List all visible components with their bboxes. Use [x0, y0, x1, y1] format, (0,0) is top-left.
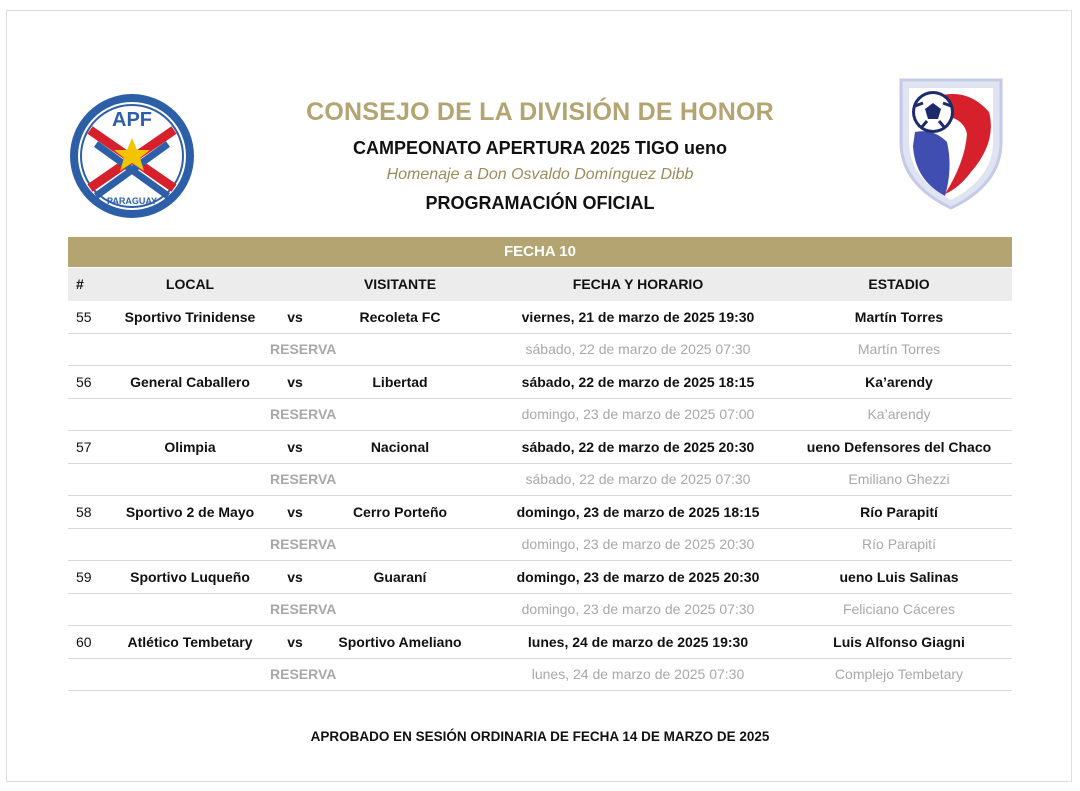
approval-footer: APROBADO EN SESIÓN ORDINARIA DE FECHA 14 DE MARZO DE 2025 [310, 729, 770, 744]
match-number: 59 [76, 569, 92, 585]
fecha-banner: FECHA 10 [68, 237, 1012, 267]
vs-label: vs [287, 634, 303, 650]
reserva-datetime: sábado, 22 de marzo de 2025 07:30 [525, 341, 751, 357]
match-number: 55 [76, 309, 92, 325]
reserva-stadium: Río Parapití [862, 536, 936, 552]
match-stadium: Luis Alfonso Giagni [833, 634, 965, 650]
visiting-team: Sportivo Ameliano [338, 634, 462, 650]
match-row [68, 367, 1012, 399]
match-datetime: sábado, 22 de marzo de 2025 18:15 [521, 374, 755, 390]
vs-label: vs [287, 504, 303, 520]
table-header [68, 268, 1012, 301]
match-stadium: ueno Luis Salinas [839, 569, 959, 585]
local-team: Sportivo Luqueño [130, 569, 250, 585]
match-row [68, 627, 1012, 659]
apf-logo-text: APF [112, 109, 152, 131]
match-stadium: ueno Defensores del Chaco [806, 439, 992, 455]
match-datetime: sábado, 22 de marzo de 2025 20:30 [521, 439, 755, 455]
apf-ring-text: PARAGUAY [106, 196, 158, 206]
vs-label: vs [287, 374, 303, 390]
reserva-stadium: Ka’arendy [867, 406, 931, 422]
reserva-row [68, 334, 1012, 366]
reserva-row [68, 594, 1012, 626]
header-num: # [76, 276, 84, 292]
match-stadium: Ka’arendy [865, 374, 933, 390]
match-row [68, 302, 1012, 334]
header-visitante: VISITANTE [363, 276, 437, 292]
match-row [68, 497, 1012, 529]
match-number: 60 [76, 634, 92, 650]
reserva-stadium: Emiliano Ghezzi [848, 471, 950, 487]
match-datetime: domingo, 23 de marzo de 2025 18:15 [516, 504, 760, 520]
championship-subtitle: CAMPEONATO APERTURA 2025 TIGO ueno [352, 138, 728, 158]
visiting-team: Nacional [370, 439, 430, 455]
reserva-label: RESERVA [270, 406, 337, 422]
local-team: Olimpia [164, 439, 216, 455]
match-number: 57 [76, 439, 92, 455]
homage-line: Homenaje a Don Osvaldo Domínguez Dibb [386, 166, 694, 183]
vs-label: vs [287, 439, 303, 455]
reserva-datetime: sábado, 22 de marzo de 2025 07:30 [525, 471, 751, 487]
reserva-datetime: domingo, 23 de marzo de 2025 07:00 [521, 406, 755, 422]
reserva-row [68, 399, 1012, 431]
local-team: General Caballero [130, 374, 250, 390]
vs-label: vs [287, 569, 303, 585]
match-number: 56 [76, 374, 92, 390]
reserva-stadium: Feliciano Cáceres [842, 601, 956, 617]
match-datetime: domingo, 23 de marzo de 2025 20:30 [516, 569, 760, 585]
reserva-stadium: Martín Torres [857, 341, 941, 357]
match-stadium: Río Parapití [860, 504, 938, 520]
reserva-row [68, 464, 1012, 496]
reserva-datetime: domingo, 23 de marzo de 2025 07:30 [521, 601, 755, 617]
visiting-team: Guaraní [373, 569, 427, 585]
reserva-row [68, 529, 1012, 561]
reserva-label: RESERVA [270, 341, 337, 357]
header-estadio: ESTADIO [868, 276, 930, 292]
reserva-stadium: Complejo Tembetary [834, 666, 964, 682]
reserva-datetime: domingo, 23 de marzo de 2025 20:30 [521, 536, 755, 552]
match-stadium: Martín Torres [854, 309, 944, 325]
header-fecha: FECHA Y HORARIO [572, 276, 704, 292]
header-local: LOCAL [165, 276, 215, 292]
reserva-label: RESERVA [270, 601, 337, 617]
match-number: 58 [76, 504, 92, 520]
visiting-team: Libertad [372, 374, 428, 390]
program-heading: PROGRAMACIÓN OFICIAL [425, 193, 655, 213]
local-team: Atlético Tembetary [127, 634, 253, 650]
reserva-row [68, 659, 1012, 691]
reserva-datetime: lunes, 24 de marzo de 2025 07:30 [531, 666, 745, 682]
match-datetime: viernes, 21 de marzo de 2025 19:30 [521, 309, 755, 325]
match-row [68, 562, 1012, 594]
reserva-label: RESERVA [270, 666, 337, 682]
visiting-team: Recoleta FC [359, 309, 441, 325]
page-title: CONSEJO DE LA DIVISIÓN DE HONOR [306, 98, 774, 126]
reserva-label: RESERVA [270, 536, 337, 552]
reserva-label: RESERVA [270, 471, 337, 487]
match-row [68, 432, 1012, 464]
vs-label: vs [287, 309, 303, 325]
match-datetime: lunes, 24 de marzo de 2025 19:30 [527, 634, 749, 650]
local-team: Sportivo Trinidense [124, 309, 256, 325]
local-team: Sportivo 2 de Mayo [125, 504, 255, 520]
visiting-team: Cerro Porteño [352, 504, 448, 520]
